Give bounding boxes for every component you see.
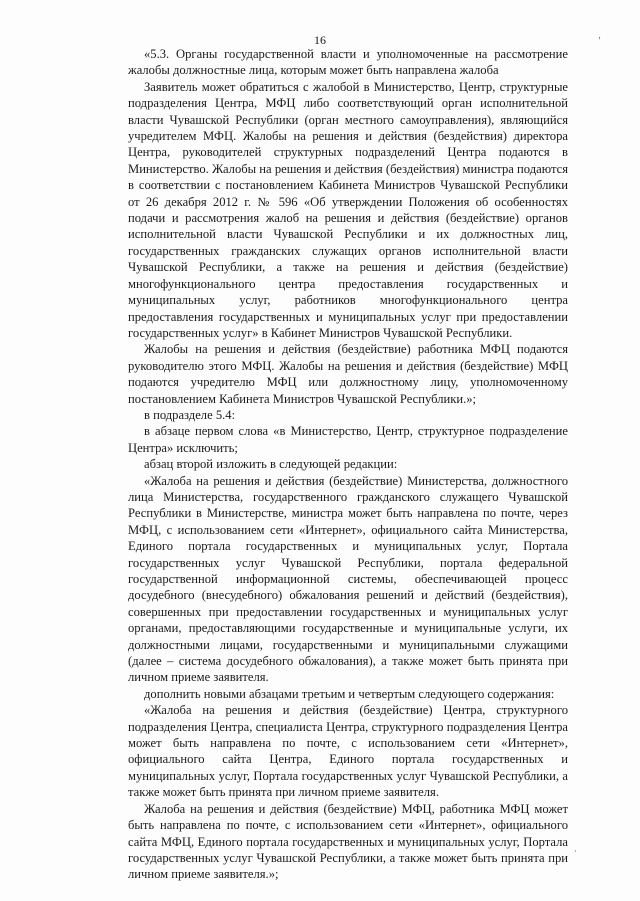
body-paragraph: в абзаце первом слова «в Министерство, Центр, структурное подразделение Центра» исключить; <box>128 424 568 455</box>
scan-mark: ‚ <box>598 30 601 40</box>
body-paragraph: абзац второй изложить в следующей редакции: <box>144 457 398 472</box>
body-paragraph: дополнить новыми абзацами третьим и четвертым следующего содержания: <box>144 686 555 701</box>
document-body <box>128 46 568 883</box>
body-paragraph: Заявитель может обратиться с жалобой в Министерство, Центр, структурные подразделения Центра, МФЦ либо соответствующий орган исполнительной власти Чувашской Республики (орган местного самоуправления), являющийся учредителем МФЦ. Жалобы на решения и действия (бездействия) директора Центра, руководителей структурных подразделений Центра подаются в Министерство. Жалобы на решения и действия (бездействия) министра подаются в соответствии с постановлением Кабинета Министров Чувашской Республики от 26 декабря 2012 г. № 596 «Об утверждении Положения об особенностях подачи и рассмотрения жалоб на решения и действия (бездействие) органов исполнительной власти Чувашской Республики и их должностных лиц, государственных гражданских служащих органов исполнительной власти Чувашской Республики, а также на решения и действия (бездействие) многофункционального центра предоставления государственных и муниципальных услуг, работников многофункционального центра предоставления государственных и муниципальных услуг при предоставлении государственных услуг» в Кабинет Министров Чувашской Республики. <box>128 79 568 340</box>
body-paragraph: в подразделе 5.4: <box>144 407 236 422</box>
body-paragraph: «Жалоба на решения и действия (бездействие) Центра, структурного подразделения Центра, специалиста Центра, структурного подразделения Центра может быть направлена по почте, с использованием сети «Интернет», официального сайта Центра, Единого портала государственных и муниципальных услуг, Портала государственных услуг Чувашской Республики, а также может быть принята при личном приеме заявителя. <box>128 703 568 800</box>
page-number: 16 <box>314 33 326 47</box>
body-paragraph: Жалобы на решения и действия (бездействие) работника МФЦ подаются руководителю этого МФЦ. Жалобы на решения и действия (бездействие) МФЦ подаются учредителю МФЦ или должностному лицу, уполномоченному постановлением Кабинета Министров Чувашской Республики.»; <box>128 342 568 406</box>
body-paragraph: «Жалоба на решения и действия (бездействие) Министерства, должностного лица Министерства, государственного гражданского служащего Чувашской Республики в Министерстве, министра может быть направлена по почте, через МФЦ, с использованием сети «Интернет», официального сайта Министерства, Единого портала государственных и муниципальных услуг, Портала государственных услуг Чувашской Республики, портала федеральной государственной информационной системы, обеспечивающей процесс досудебного (внесудебного) обжалования решений и действий (бездействия), совершенных при предоставлении государственных и муниципальных услуг органами, предоставляющими государственные и муниципальные услуги, их должностными лицами, государственными и муниципальными служащими (далее – система досудебного обжалования), а также может быть принята при личном приеме заявителя. <box>128 473 568 685</box>
body-paragraph: Жалоба на решения и действия (бездействие) МФЦ, работника МФЦ может быть направлена по почте, с использованием сети «Интернет», официального сайта МФЦ, Единого портала государственных и муниципальных услуг, Портала государственных услуг Чувашской Республики, а также может быть принята при личном приеме заявителя.»; <box>128 801 568 882</box>
scan-mark: · <box>574 846 577 856</box>
section-heading-5-3: «5.3. Органы государственной власти и уполномоченные на рассмотрение жалобы должностные лица, которым может быть направлена жалоба <box>128 47 568 78</box>
